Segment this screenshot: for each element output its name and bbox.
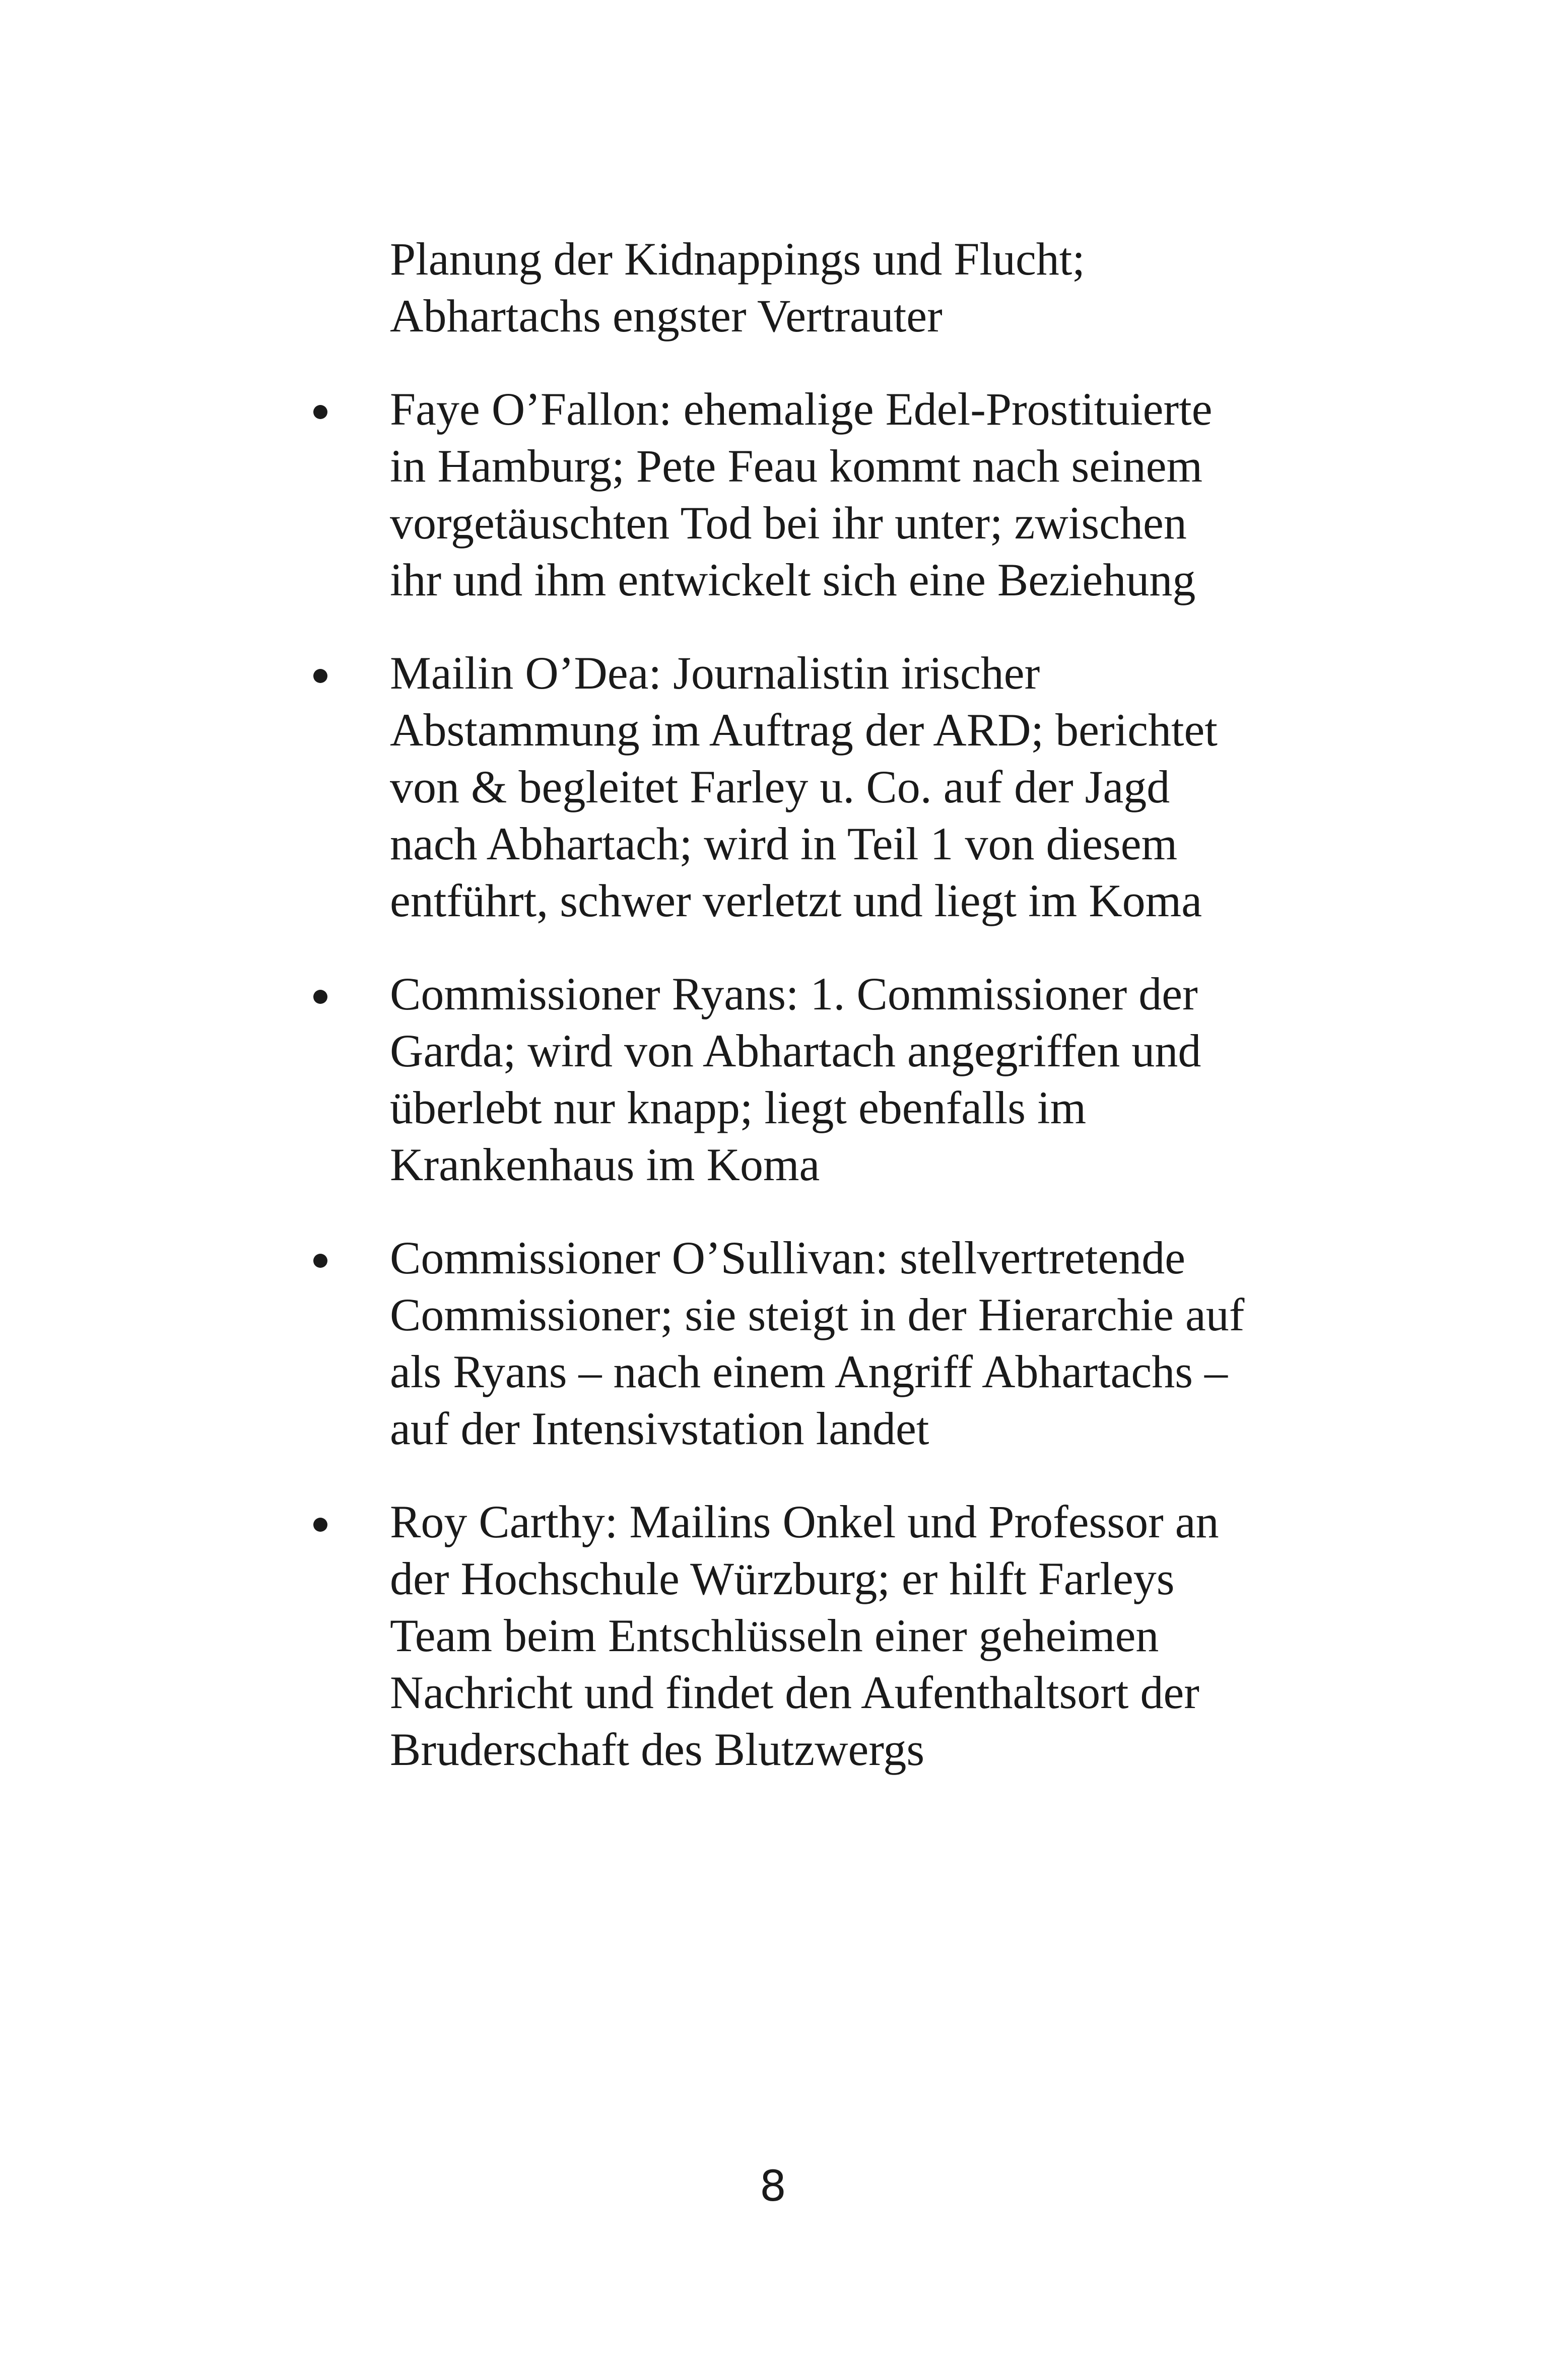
text-line: überlebt nur knapp; liegt ebenfalls im: [390, 1082, 1087, 1133]
text-line: Krankenhaus im Koma: [390, 1139, 820, 1190]
text-line: nach Abhartach; wird in Teil 1 von diesem: [390, 818, 1178, 869]
character-entry-faye-ofallon: [390, 381, 1256, 608]
bullet-icon: [313, 990, 327, 1004]
text-line: Team beim Entschlüsseln einer geheimen: [390, 1610, 1159, 1661]
continued-entry-text: [390, 231, 1256, 345]
bullet-icon: [313, 1254, 327, 1268]
text-line: Mailin O’Dea: Journalistin irischer: [390, 647, 1040, 699]
text-line: Planung der Kidnappings und Flucht;: [390, 233, 1085, 285]
text-line: vorgetäuschten Tod bei ihr unter; zwischen: [390, 497, 1187, 549]
text-line: Commissioner Ryans: 1. Commissioner der: [390, 968, 1198, 1019]
character-entry-commissioner-osullivan: [390, 1230, 1256, 1457]
text-line: Faye O’Fallon: ehemalige Edel-Prostituierte: [390, 383, 1213, 435]
text-line: in Hamburg; Pete Feau kommt nach seinem: [390, 440, 1203, 492]
character-entry-mailin-odea: [390, 645, 1256, 929]
text-line: Garda; wird von Abhartach angegriffen und: [390, 1025, 1201, 1076]
text-line: Nachricht und findet den Aufenthaltsort der: [390, 1667, 1199, 1718]
character-entry-commissioner-ryans: [390, 966, 1256, 1193]
text-line: entführt, schwer verletzt und liegt im Koma: [390, 875, 1202, 926]
bullet-icon: [313, 405, 327, 419]
bullet-icon: [313, 1518, 327, 1532]
text-line: Commissioner O’Sullivan: stellvertretende: [390, 1232, 1186, 1283]
text-line: Bruderschaft des Blutzwergs: [390, 1724, 925, 1775]
text-line: der Hochschule Würzburg; er hilft Farleys: [390, 1553, 1175, 1604]
character-list: [390, 231, 1256, 1814]
text-line: auf der Intensivstation landet: [390, 1403, 929, 1454]
bullet-icon: [313, 669, 327, 683]
text-line: Commissioner; sie steigt in der Hierarchie auf: [390, 1289, 1245, 1340]
text-line: Roy Carthy: Mailins Onkel und Professor an: [390, 1496, 1219, 1547]
character-entry-roy-carthy: [390, 1493, 1256, 1778]
text-line: Abstammung im Auftrag der ARD; berichtet: [390, 704, 1218, 756]
text-line: von & begleitet Farley u. Co. auf der Jagd: [390, 761, 1170, 812]
text-line: Abhartachs engster Vertrauter: [390, 290, 943, 342]
text-line: ihr und ihm entwickelt sich eine Beziehung: [390, 554, 1196, 605]
text-line: als Ryans – nach einem Angriff Abhartachs –: [390, 1346, 1228, 1397]
page-number: 8: [759, 2161, 787, 2211]
